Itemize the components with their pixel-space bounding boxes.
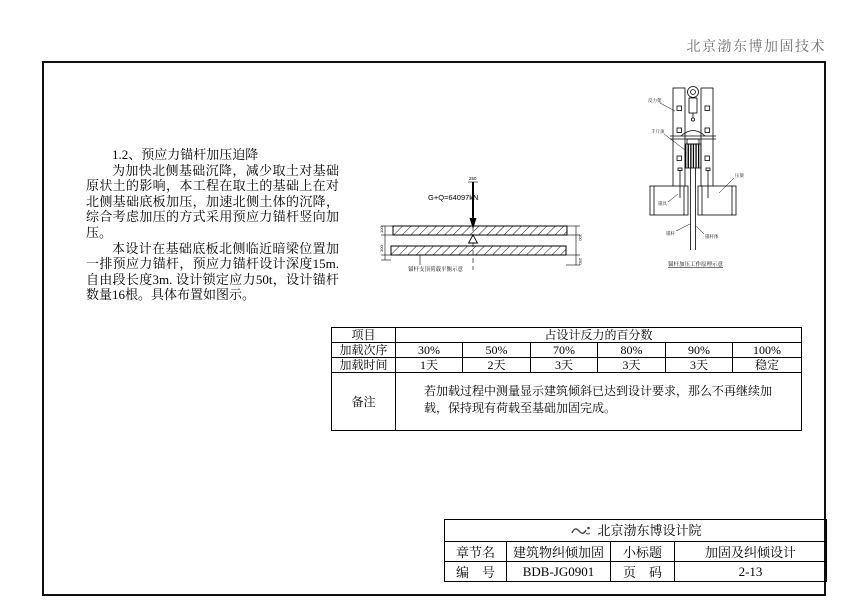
table-cell: 30% — [396, 343, 463, 358]
row-label-cell: 加载时间 — [332, 358, 396, 373]
number-label: 编 号 — [445, 562, 507, 582]
dim-left-2: 300 — [379, 245, 384, 252]
table-cell: 70% — [531, 343, 598, 358]
paragraph-2: 本设计在基础底板北侧临近暗梁位置加一排预应力锚杆，预应力锚杆设计深度15m. 自由段长度3m. 设计锁定应力50t，设计锚杆数量16根。具体布置如图示。 — [86, 240, 339, 303]
loading-schedule-table — [331, 327, 802, 431]
running-header: 北京渤东博加固技术 — [686, 40, 826, 55]
paragraph-1: 为加快北侧基础沉降，减少取土对基础原状土的影响，本工程在取土的基础上在对北侧基础底板加压，加速北侧土体的沉降，综合考虑加压的方式采用预应力锚杆竖向加压。 — [86, 162, 339, 240]
table-cell: 3天 — [598, 358, 666, 373]
table-cell: 2天 — [463, 358, 531, 373]
label-anchorage: 锚具 — [658, 201, 667, 206]
label-anchor-rod: 锚杆 — [666, 231, 675, 236]
table-cell: 3天 — [531, 358, 598, 373]
page-value: 2-13 — [675, 562, 827, 582]
label-anchor-rod-body: 锚杆体 — [705, 234, 719, 239]
chapter-row — [445, 542, 827, 562]
title-block — [444, 519, 827, 582]
dim-right-2: 250 — [578, 258, 583, 265]
label-jack: 千斤顶 — [651, 129, 665, 134]
section-heading: 1.2、预应力锚杆加压迫降 — [112, 147, 259, 162]
table-header-row — [332, 328, 802, 343]
table-cell: 稳定 — [733, 358, 802, 373]
note-label-cell: 备注 — [332, 373, 396, 431]
right-dimensions — [566, 226, 580, 265]
table-cell: 100% — [733, 343, 802, 358]
note-text-cell: 若加载过程中测量显示建筑倾斜已达到设计要求，那么不再继续加载，保持现有荷载至基础加固完成。 — [396, 373, 802, 431]
load-cell — [689, 98, 697, 113]
institute-row — [445, 520, 827, 542]
table-cell: 90% — [666, 343, 733, 358]
institute-logo-icon — [570, 524, 592, 541]
institute-name: 北京渤东博设计院 — [597, 523, 702, 538]
table-cell: 80% — [598, 343, 666, 358]
arrow-top-tick-label: 250 — [469, 176, 477, 181]
article-text — [86, 147, 339, 303]
gauge-dial — [688, 87, 699, 98]
hydraulic-jack — [685, 144, 701, 168]
chapter-label: 章节名 — [445, 542, 507, 562]
chapter-value: 建筑物纠倾加固 — [507, 542, 611, 562]
beam-caption: 锚杆支顶荷载平衡示意 — [408, 267, 464, 273]
bottom-slab-band — [391, 246, 566, 255]
load-value-label: G+Q=64097kN — [428, 193, 479, 202]
number-row — [445, 562, 827, 582]
institute-cell — [445, 520, 827, 542]
header-span-cell: 占设计反力的百分数 — [396, 328, 802, 343]
header-item-cell: 项目 — [332, 328, 396, 343]
support-triangle — [469, 235, 478, 243]
label-reaction-frame: 反力架 — [648, 98, 662, 103]
label-pressure-beam: 压梁 — [735, 173, 744, 178]
subtitle-value: 加固及纠倾设计 — [675, 542, 827, 562]
anchor-jack-diagram — [620, 80, 825, 285]
top-slab-band — [393, 226, 567, 235]
row-label-cell: 加载次序 — [332, 343, 396, 358]
dim-right-1: 100 — [578, 234, 583, 241]
table-row-duration — [332, 358, 802, 373]
dim-left-1: 100 — [379, 226, 384, 233]
beam-load-diagram — [348, 170, 633, 285]
page-label: 页 码 — [611, 562, 675, 582]
table-row-sequence — [332, 343, 802, 358]
table-cell: 50% — [463, 343, 531, 358]
table-cell: 3天 — [666, 358, 733, 373]
left-reaction-beam — [650, 186, 688, 215]
table-cell: 1天 — [396, 358, 463, 373]
subtitle-label: 小标题 — [611, 542, 675, 562]
right-reaction-beam — [698, 186, 736, 215]
table-row-note — [332, 373, 802, 431]
number-value: BDB-JG0901 — [507, 562, 611, 582]
anchor-caption: 锚杆加压工作原理示意 — [668, 262, 724, 268]
